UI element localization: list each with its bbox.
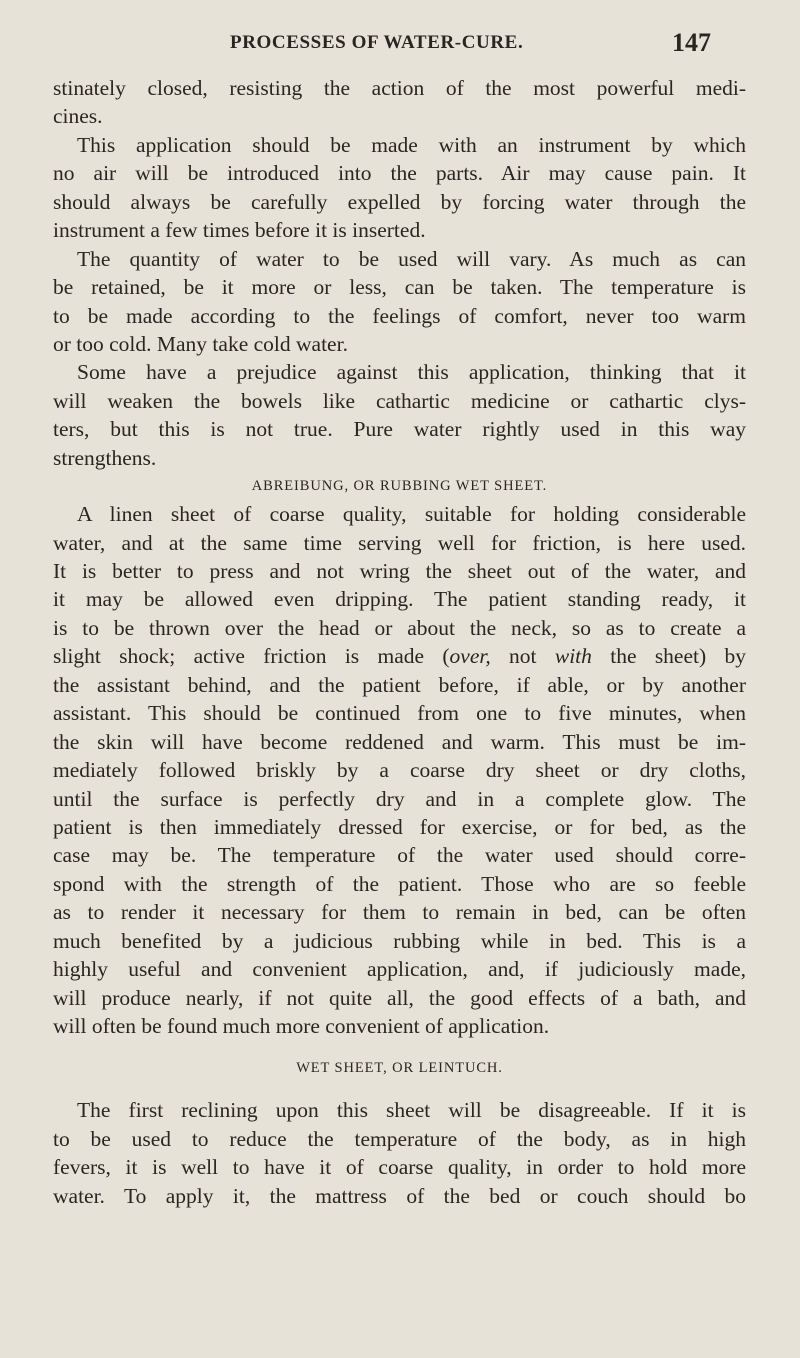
text-line: to be used to reduce the temperature of the body, as in high: [53, 1126, 746, 1151]
text-line: Some have a prejudice against this application, thinking that it: [77, 360, 746, 385]
text-line: fevers, it is well to have it of coarse quality, in order to hold more: [53, 1155, 746, 1180]
italic-text: over,: [449, 644, 491, 669]
text-line: spond with the strength of the patient. Those who are so feeble: [53, 871, 746, 896]
text-line: assistant. This should be continued from one to five minutes, when: [53, 701, 746, 726]
text-line: the skin will have become reddened and warm. This must be im-: [53, 729, 746, 754]
text-line: It is better to press and not wring the sheet out of the water, and: [53, 559, 746, 583]
text-line: will produce nearly, if not quite all, the good effects of a bath, and: [53, 985, 746, 1010]
text-line: stinately closed, resisting the action of the most powerful medi-: [53, 76, 746, 100]
text-line: The quantity of water to be used will vary. As much as can: [77, 246, 746, 271]
running-head: [0, 26, 800, 66]
text-line: to be made according to the feelings of comfort, never too warm: [53, 303, 746, 328]
text-line: mediately followed briskly by a coarse dry sheet or dry cloths,: [53, 758, 746, 783]
text-line: case may be. The temperature of the water used should corre-: [53, 843, 746, 868]
italic-text: with: [554, 644, 592, 669]
text-line: highly useful and convenient application, and, if judiciously made,: [53, 957, 746, 982]
text-line: strengthens.: [53, 445, 157, 470]
text-line: instrument a few times before it is inserted.: [53, 218, 426, 243]
text-line: it may be allowed even dripping. The patient standing ready, it: [53, 587, 746, 612]
text-line: patient is then immediately dressed for exercise, or for bed, as the: [53, 814, 746, 839]
text-line: water. To apply it, the mattress of the bed or couch should bo: [53, 1183, 746, 1208]
section-gap: [53, 1040, 746, 1054]
text-line: water, and at the same time serving well for friction, is here used.: [53, 530, 746, 555]
text-line: is to be thrown over the head or about the neck, so as to create a: [53, 615, 746, 640]
text-line: This application should be made with an instrument by which: [77, 132, 746, 157]
text-line: as to render it necessary for them to remain in bed, can be often: [53, 900, 746, 925]
text-run: the sheet) by: [591, 644, 746, 669]
text-line: should always be carefully expelled by forcing water through the: [53, 189, 746, 214]
text-line: The first reclining upon this sheet will be disagreeable. If it is: [77, 1098, 746, 1123]
text-line: will weaken the bowels like cathartic medicine or cathartic clys-: [53, 388, 746, 413]
section-gap: [53, 1082, 746, 1096]
text-line: be retained, be it more or less, can be taken. The temperature is: [53, 275, 746, 300]
section-heading-abreibung: ABREIBUNG, OR RUBBING WET SHEET.: [251, 478, 548, 495]
body-text: [53, 74, 746, 1210]
text-line: cines.: [53, 104, 103, 129]
text-line-with-italics: [53, 642, 746, 670]
text-run: not: [490, 644, 555, 669]
text-line: A linen sheet of coarse quality, suitable for holding considerable: [77, 502, 746, 527]
text-line: until the surface is perfectly dry and in a complete glow. The: [53, 786, 746, 811]
section-heading-wet-sheet: WET SHEET, OR LEINTUCH.: [296, 1060, 503, 1077]
text-line: or too cold. Many take cold water.: [53, 331, 348, 356]
text-line: ters, but this is not true. Pure water rightly used in this way: [53, 417, 746, 442]
page-number: 147: [672, 28, 711, 57]
text-line: much benefited by a judicious rubbing while in bed. This is a: [53, 928, 746, 953]
running-head-title: PROCESSES OF WATER-CURE.: [230, 32, 524, 53]
text-line: the assistant behind, and the patient before, if able, or by another: [53, 672, 746, 697]
text-line: will often be found much more convenient of application.: [53, 1014, 550, 1038]
text-run: slight shock; active friction is made (: [53, 644, 450, 669]
text-line: no air will be introduced into the parts. Air may cause pain. It: [53, 161, 746, 186]
